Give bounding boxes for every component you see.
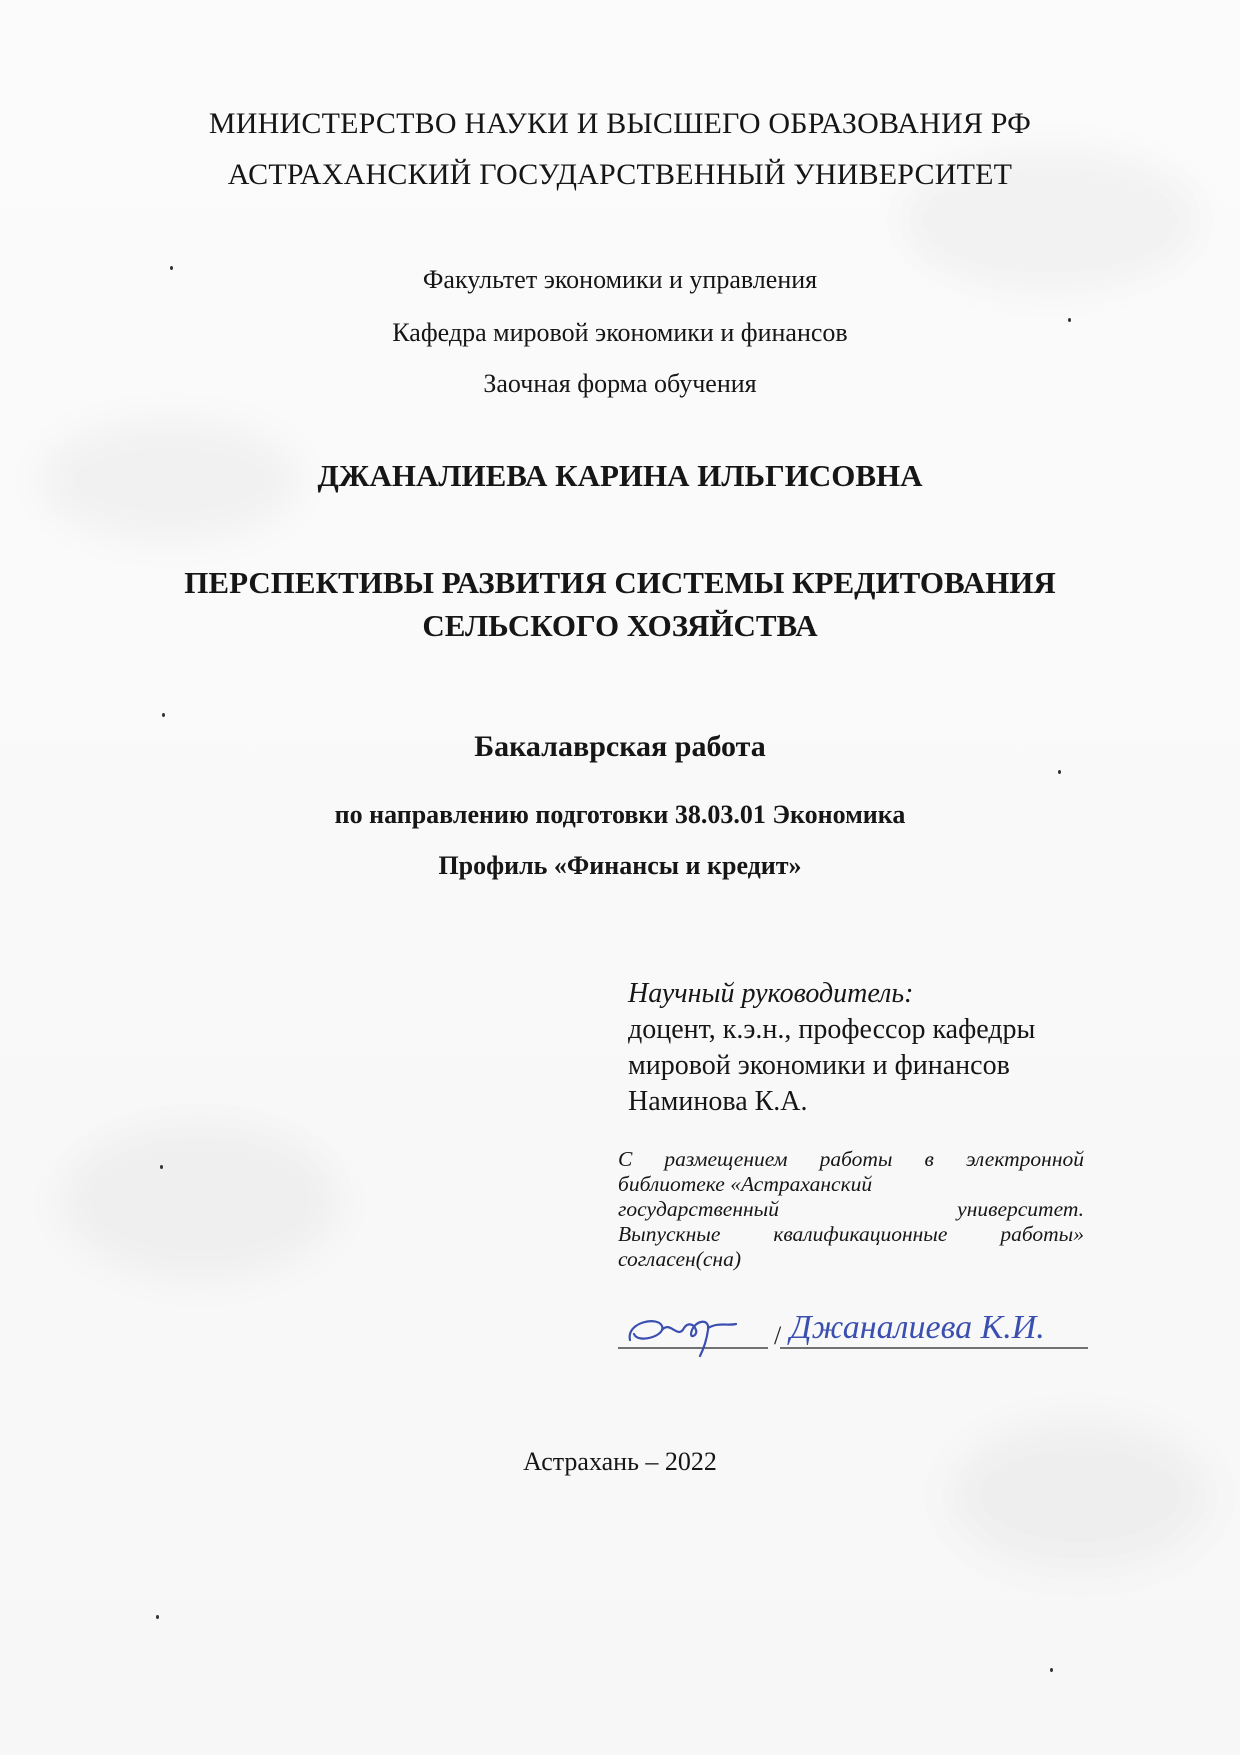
consent-word: размещением (664, 1147, 788, 1171)
scan-speck (156, 1615, 159, 1619)
supervisor-block (628, 976, 1035, 1120)
consent-word: Выпускные (618, 1222, 721, 1246)
thesis-title-line1: ПЕРСПЕКТИВЫ РАЗВИТИЯ СИСТЕМЫ КРЕДИТОВАНИЯ (184, 565, 1056, 600)
consent-word: электронной (965, 1147, 1084, 1171)
consent-word: университет. (957, 1197, 1084, 1221)
scan-speck (170, 266, 173, 270)
consent-word: работы (819, 1147, 893, 1171)
paper-shading (60, 1120, 340, 1280)
supervisor-name: Наминова К.А. (628, 1086, 808, 1117)
slash-separator: / (774, 1321, 782, 1350)
supervisor-role: Научный руководитель: (628, 978, 914, 1009)
consent-word: работы» (1000, 1222, 1084, 1246)
study-direction: по направлению подготовки 38.03.01 Экономика (334, 800, 906, 829)
scan-speck (162, 713, 165, 717)
author-name: ДЖАНАЛИЕВА КАРИНА ИЛЬГИСОВНА (317, 458, 923, 493)
university-header: АСТРАХАНСКИЙ ГОСУДАРСТВЕННЫЙ УНИВЕРСИТЕТ (227, 158, 1013, 191)
signature-area (618, 1300, 1088, 1360)
consent-text: согласен(сна) (618, 1247, 741, 1271)
consent-line (618, 1147, 1084, 1172)
consent-word: государственный (618, 1197, 779, 1221)
consent-line (618, 1247, 1084, 1272)
scan-speck (1068, 318, 1071, 322)
supervisor-department: мировой экономики и финансов (628, 1050, 1010, 1081)
consent-block (618, 1147, 1084, 1272)
consent-word: в (924, 1147, 934, 1171)
scan-speck (160, 1165, 163, 1169)
chair-line: Кафедра мировой экономики и финансов (392, 318, 848, 347)
handwritten-signature (630, 1321, 736, 1356)
consent-line (618, 1197, 1084, 1222)
consent-word: С (618, 1147, 633, 1171)
work-type: Бакалаврская работа (474, 730, 766, 763)
scan-speck (1058, 770, 1061, 774)
consent-text: библиотеке «Астраханский (618, 1172, 873, 1196)
faculty-line: Факультет экономики и управления (422, 265, 818, 294)
ministry-header: МИНИСТЕРСТВО НАУКИ И ВЫСШЕГО ОБРАЗОВАНИЯ РФ (208, 107, 1032, 140)
study-form-line: Заочная форма обучения (483, 369, 757, 398)
consent-line (618, 1172, 1084, 1197)
thesis-title-line2: СЕЛЬСКОГО ХОЗЯЙСТВА (422, 608, 818, 643)
scan-speck (1050, 1668, 1053, 1672)
handwritten-name: Джаналиева К.И. (790, 1309, 1045, 1346)
consent-line (618, 1222, 1084, 1247)
study-profile: Профиль «Финансы и кредит» (438, 851, 802, 880)
city-year: Астрахань – 2022 (523, 1447, 717, 1476)
consent-word: квалификационные (773, 1222, 948, 1246)
supervisor-position: доцент, к.э.н., профессор кафедры (628, 1014, 1036, 1045)
paper-shading (950, 1420, 1210, 1570)
